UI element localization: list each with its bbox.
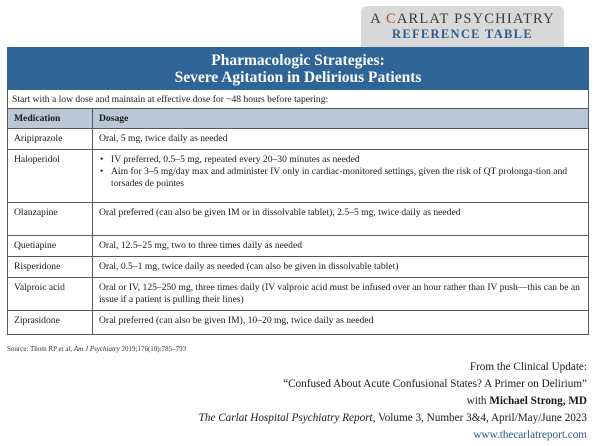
dosage-cell: Oral, 5 mg, twice daily as needed [93, 129, 589, 150]
table-row [8, 311, 588, 334]
table-row [8, 278, 588, 311]
dosage-cell: Oral or IV, 125–250 mg, three times daily (IV valproic acid must be infused over an hour rather than IV push—this can be an issue if a patient is pulling their lines) [93, 278, 589, 311]
dosage-cell [93, 150, 589, 203]
footer-line-1: From the Clinical Update: [469, 361, 587, 373]
reference-table [7, 90, 589, 335]
medication-cell: Risperidone [8, 257, 93, 278]
table-row [8, 203, 588, 236]
source-citation: Source: Thom RP et al, Am J Psychiatry 2019;176(10):785–793 [7, 345, 187, 353]
medication-cell: Haloperidol [8, 150, 93, 203]
footer-credits [199, 359, 587, 444]
medication-cell: Aripiprazole [8, 129, 93, 150]
dosage-bullet-list [99, 154, 582, 190]
brand-subtitle: REFERENCE TABLE [392, 27, 533, 41]
footer-publication: The Carlat Hospital Psychiatry Report, Volume 3, Number 3&4, April/May/June 2023 [198, 412, 587, 424]
dosage-cell: Oral, 12.5–25 mg, two to three times daily as needed [93, 236, 589, 257]
brand-name: A CARLAT PSYCHIATRY [370, 11, 555, 27]
dosage-bullet: • IV preferred, 0.5–5 mg, repeated every 20–30 minutes as needed [109, 154, 582, 166]
dosage-cell: Oral preferred (can also be given IM), 10–20 mg, twice daily as needed [99, 315, 374, 326]
footer-author-line: with Michael Strong, MD [466, 395, 587, 407]
dosage-cell: Oral preferred (can also be given IM or in dissolvable tablet), 2.5–5 mg, twice daily as needed [93, 203, 589, 236]
table-row [8, 236, 588, 257]
medication-cell: Ziprasidone [8, 311, 93, 334]
medication-cell: Quetiapine [8, 236, 93, 257]
column-header-dosage: Dosage [93, 109, 589, 129]
footer-author: Michael Strong, MD [489, 395, 587, 407]
header-row [8, 109, 588, 129]
table-row [8, 129, 588, 150]
medication-cell: Valproic acid [8, 278, 93, 311]
dosage-bullet: • Aim for 3–5 mg/day max and administer IV only in cardiac-monitored settings, given the risk of QT prolonga-tion and torsades de pointes [109, 166, 582, 190]
table-title [7, 47, 589, 90]
brand-tab [361, 6, 564, 47]
footer-website-link[interactable]: www.thecarlatreport.com [473, 429, 587, 441]
table-row [8, 257, 588, 278]
dosage-table [8, 109, 588, 334]
footer-article-title: “Confused About Acute Confusional States? A Primer on Delirium” [283, 378, 587, 390]
intro-text: Start with a low dose and maintain at effective dose for ~48 hours before tapering: [8, 90, 588, 109]
title-line-1: Pharmacologic Strategies: [211, 51, 385, 69]
dosage-cell: Oral, 0.5–1 mg, twice daily as needed (can also be given in dissolvable tablet) [93, 257, 589, 278]
column-header-medication: Medication [8, 109, 93, 129]
table-row [8, 150, 588, 203]
title-line-2: Severe Agitation in Delirious Patients [174, 68, 422, 86]
medication-cell: Olanzapine [8, 203, 93, 236]
